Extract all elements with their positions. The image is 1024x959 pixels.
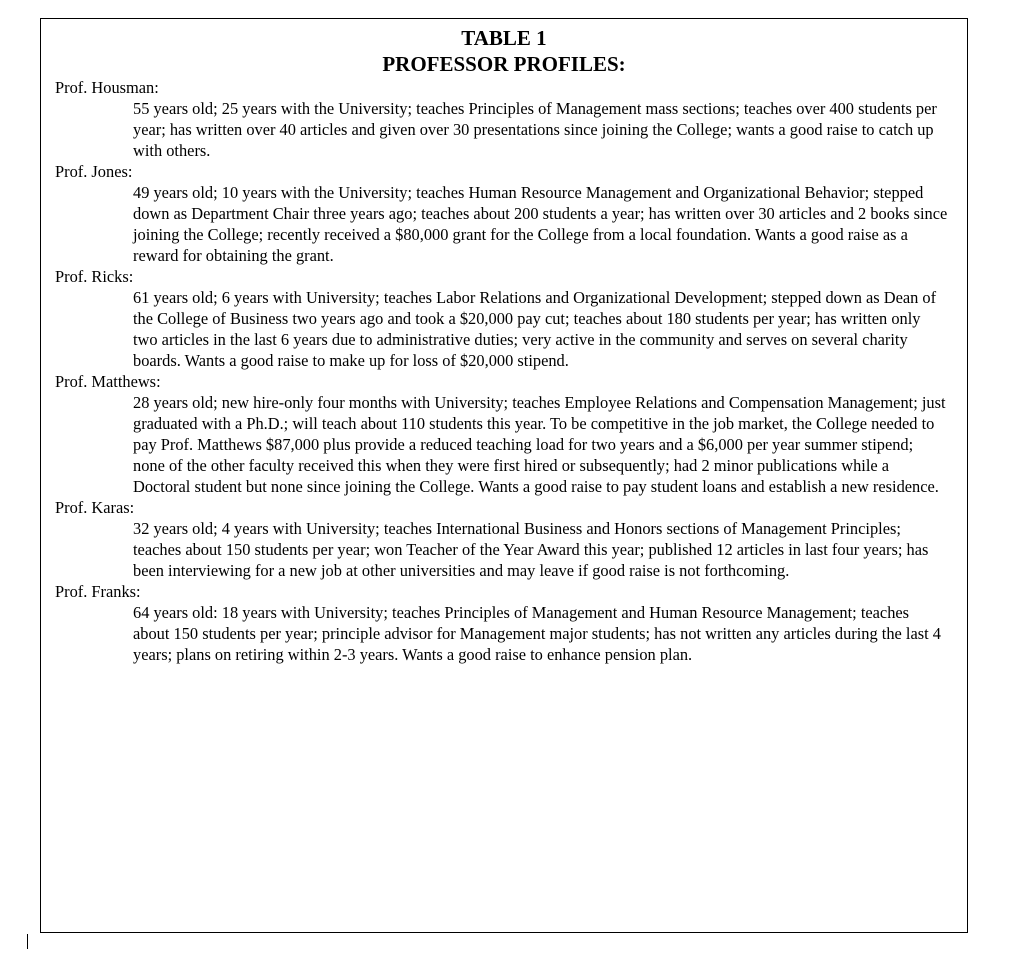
table-subtitle: PROFESSOR PROFILES: xyxy=(382,52,626,76)
profile-description: 32 years old; 4 years with University; teaches International Business and Honors sections of Management Principles; teaches about 150 students per year; won Teacher of the Year Award this year; published 12 articles in last four years; has been interviewing for a new job at other universities and may leave if good raise is not forthcoming. xyxy=(133,519,929,580)
profile-name: Prof. Franks: xyxy=(55,582,141,601)
profile-entry xyxy=(55,371,953,497)
profile-name: Prof. Jones: xyxy=(55,162,133,181)
profile-description: 55 years old; 25 years with the University; teaches Principles of Management mass sections; teaches over 400 students per year; has written over 40 articles and given over 30 presentations since joining the College; wants a good raise to catch up with others. xyxy=(133,99,937,160)
profile-description: 61 years old; 6 years with University; teaches Labor Relations and Organizational Development; stepped down as Dean of the College of Business two years ago and took a $20,000 pay cut; teaches about 180 students per year; has written only two articles in the last 6 years due to administrative duties; very active in the community and serves on several charity boards. Wants a good raise to make up for loss of $20,000 stipend. xyxy=(133,288,937,370)
profile-entry xyxy=(55,266,953,371)
profile-name: Prof. Housman: xyxy=(55,78,159,97)
text-cursor xyxy=(27,934,28,949)
profile-name: Prof. Matthews: xyxy=(55,372,161,391)
profile-description: 64 years old: 18 years with University; teaches Principles of Management and Human Resource Management; teaches about 150 students per year; principle advisor for Management major students; has not written any articles during the last 4 years; plans on retiring within 2-3 years. Wants a good raise to enhance pension plan. xyxy=(133,603,941,664)
document-table-box xyxy=(40,18,968,933)
profile-description: 28 years old; new hire-only four months with University; teaches Employee Relations and Compensation Management; just graduated with a Ph.D.; will teach about 110 students this year. To be competitive in the job market, the College needed to pay Prof. Matthews $87,000 plus provide a reduced teaching load for two years and a $6,000 per year summer stipend; none of the other faculty received this when they were first hired or subsequently; had 2 minor publications while a Doctoral student but none since joining the College. Wants a good raise to pay student loans and establish a new residence. xyxy=(133,393,946,496)
profiles-list xyxy=(55,77,953,665)
table-title: TABLE 1 xyxy=(461,26,547,50)
profile-entry xyxy=(55,77,953,161)
profile-entry xyxy=(55,497,953,581)
profile-entry xyxy=(55,161,953,266)
profile-name: Prof. Ricks: xyxy=(55,267,134,286)
profile-entry xyxy=(55,581,953,665)
profile-name: Prof. Karas: xyxy=(55,498,135,517)
profile-description: 49 years old; 10 years with the University; teaches Human Resource Management and Organizational Behavior; stepped down as Department Chair three years ago; teaches about 200 students a year; has written over 30 articles and 2 books since joining the College; recently received a $80,000 grant for the College from a local foundation. Wants a good raise as a reward for obtaining the grant. xyxy=(133,183,948,265)
